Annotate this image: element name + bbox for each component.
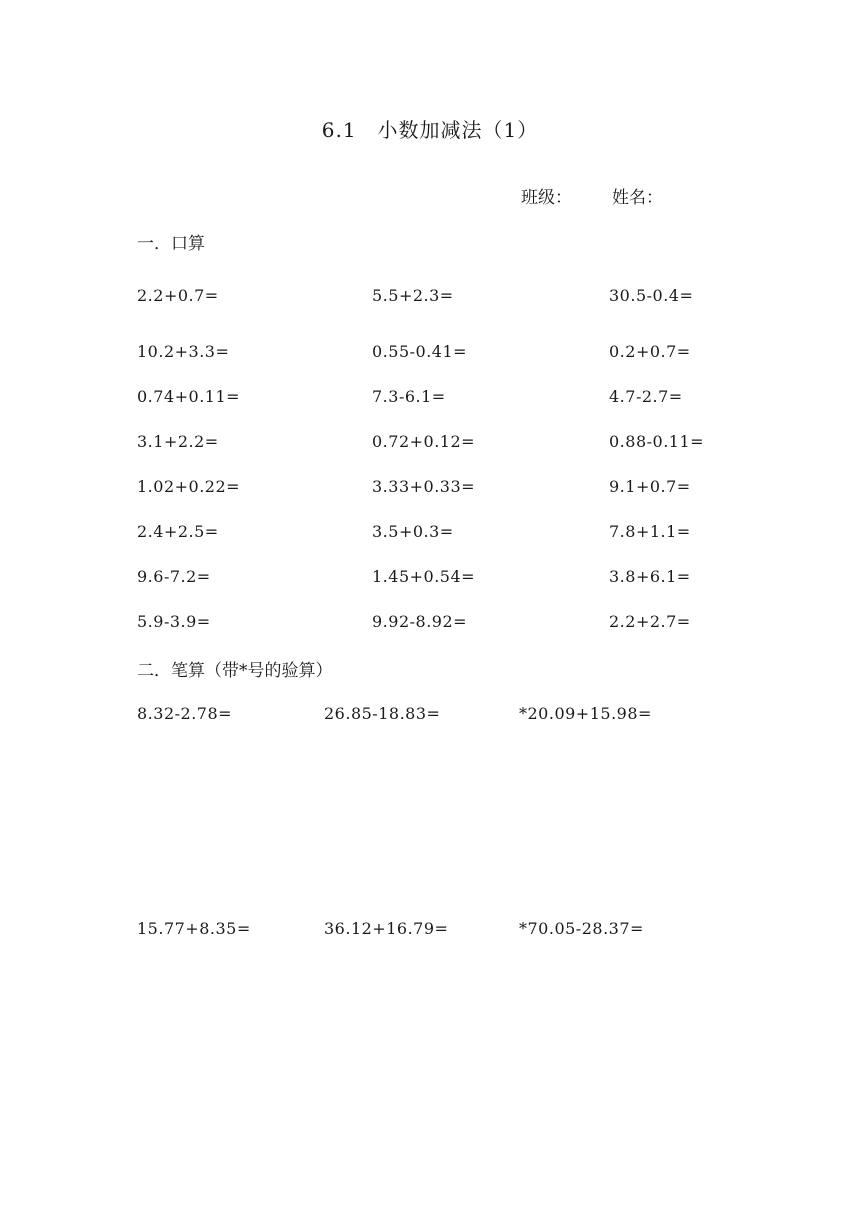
oral-problem: 3.33+0.33= — [372, 477, 476, 496]
oral-problem: 9.6-7.2= — [137, 567, 211, 586]
oral-problem: 2.2+0.7= — [137, 286, 219, 305]
name-label: 姓名： — [612, 188, 663, 208]
oral-problem: 9.92-8.92= — [372, 612, 468, 631]
oral-problem: 7.8+1.1= — [609, 522, 691, 541]
oral-problem: 0.88-0.11= — [609, 432, 705, 451]
page-title: 6.1 小数加减法（1） — [321, 118, 539, 142]
oral-problem: 10.2+3.3= — [137, 342, 230, 361]
written-problem: 15.77+8.35= — [137, 919, 251, 938]
section-oral-heading: 一．口算 — [137, 234, 205, 254]
oral-problem: 0.55-0.41= — [372, 342, 468, 361]
oral-problem: 7.3-6.1= — [372, 387, 446, 406]
oral-problem: 1.02+0.22= — [137, 477, 241, 496]
oral-problem: 0.2+0.7= — [609, 342, 691, 361]
oral-problem: 2.2+2.7= — [609, 612, 691, 631]
oral-problem: 30.5-0.4= — [609, 286, 694, 305]
written-problem: *70.05-28.37= — [519, 919, 644, 938]
oral-problem: 2.4+2.5= — [137, 522, 219, 541]
section-written-heading: 二．笔算（带*号的验算） — [137, 661, 333, 681]
oral-problem: 1.45+0.54= — [372, 567, 476, 586]
written-problem: 26.85-18.83= — [324, 704, 441, 723]
written-problem: 36.12+16.79= — [324, 919, 449, 938]
oral-problem: 5.5+2.3= — [372, 286, 454, 305]
oral-problem: 3.8+6.1= — [609, 567, 691, 586]
class-label: 班级： — [521, 188, 572, 208]
written-problem: *20.09+15.98= — [519, 704, 652, 723]
oral-problem: 0.74+0.11= — [137, 387, 241, 406]
written-problem: 8.32-2.78= — [137, 704, 233, 723]
oral-problem: 3.5+0.3= — [372, 522, 454, 541]
oral-problem: 0.72+0.12= — [372, 432, 476, 451]
oral-problem: 4.7-2.7= — [609, 387, 683, 406]
oral-problem: 9.1+0.7= — [609, 477, 691, 496]
oral-problem: 3.1+2.2= — [137, 432, 219, 451]
oral-problem: 5.9-3.9= — [137, 612, 211, 631]
